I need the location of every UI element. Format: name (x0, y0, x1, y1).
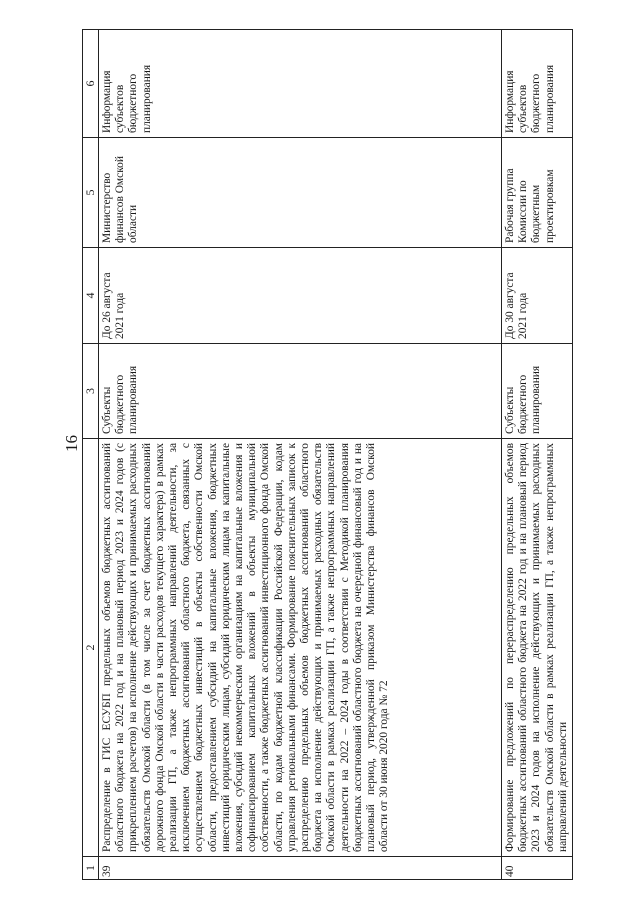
page-number: 16 (62, 435, 81, 452)
table-row (502, 30, 573, 880)
header-row (83, 30, 99, 880)
column-header: 1 (83, 857, 99, 880)
row-recipient: Рабочая группа Комиссии по бюджетным проектировкам (502, 138, 573, 248)
row-executor: Субъекты бюджетного планирования (502, 344, 573, 439)
row-description: Распределение в ГИС ЕСУБП предельных объемов бюджетных ассигнований областного бюджета на 2022 год и на плановый период 2023 и 2024 годов (с прикреплением расчетов) на исполнение действующих и принимаемых расходных обязательств Омской области (в том числе за счет бюджетных ассигнований дорожного фонда Омской области в части расходов текущего характера) в рамках реализации ГП, а также непрограммных направлений деятельности, за исключением бюджетных ассигнований областного бюджета, связанных с осуществлением бюджетных инвестиций в объекты собственности Омской области, предоставлением субсидий на капитальные вложения, бюджетных инвестиций юридическим лицам, субсидий юридическим лицам на капитальные вложения, субсидий некоммерческим организациям на капитальные вложения и софинансированием капитальных вложений в объекты муниципальной собственности, а также бюджетных ассигнований инвестиционного фонда Омской области, по кодам бюджетной классификации Российской Федерации, кодам управления региональными финансами. Формирование пояснительных записок к распределению предельных объемов бюджетных ассигнований областного бюджета на исполнение действующих и принимаемых расходных обязательств Омской области в рамках реализации ГП, а также непрограммных направлений деятельности на 2022 – 2024 годы в соответствии с Методикой планирования бюджетных ассигнований областного бюджета на очередной финансовый год и на плановый период, утвержденной приказом Министерства финансов Омской области от 30 июня 2020 года № 72 (99, 439, 502, 857)
column-header: 5 (83, 138, 99, 248)
column-header: 2 (83, 439, 99, 857)
row-recipient: Министерство финансов Омской области (99, 138, 502, 248)
table-row (99, 30, 502, 880)
row-result: Информация субъектов бюджетного планирования (99, 30, 502, 138)
column-header: 6 (83, 30, 99, 138)
row-deadline: До 26 августа 2021 года (99, 248, 502, 344)
row-number: 40 (502, 857, 573, 880)
rotated-table-container (82, 30, 582, 880)
row-description: Формирование предложений по перераспределению предельных объемов бюджетных ассигнований областного бюджета на 2022 год и на плановый период 2023 и 2024 годов на исполнение действующих и принимаемых расходных обязательств Омской области в рамках реализации ГП, а также непрограммных направлений деятельности (502, 439, 573, 857)
row-number: 39 (99, 857, 502, 880)
plan-table (82, 29, 573, 880)
row-result: Информация субъектов бюджетного планирования (502, 30, 573, 138)
row-executor: Субъекты бюджетного планирования (99, 344, 502, 439)
column-header: 3 (83, 344, 99, 439)
row-deadline: До 30 августа 2021 года (502, 248, 573, 344)
column-header: 4 (83, 248, 99, 344)
